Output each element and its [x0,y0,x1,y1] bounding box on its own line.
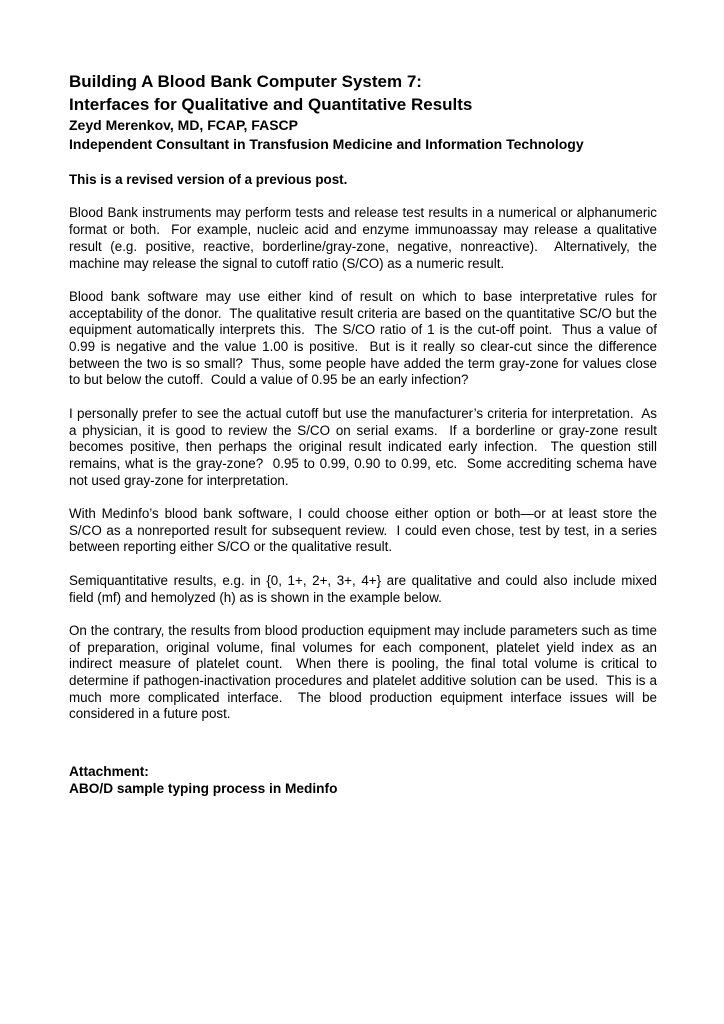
paragraph-instruments: Blood Bank instruments may perform tests and release test results in a numerical or alphanumeric format or both. For example, nucleic acid and enzyme immunoassay may release a qualitative result (e.g. positive, reactive, borderline/gray-zone, negative, nonreactive). Alternatively, the machine may release the signal to cutoff ratio (S/CO) as a numeric result. [69,205,661,271]
paragraph-medinfo-options: With Medinfo’s blood bank software, I could choose either option or both—or at least store the S/CO as a nonreported result for subsequent review. I could even chose, test by test, in a series between reporting either S/CO or the qualitative result. [69,506,661,555]
attachment-section [69,763,657,797]
document-title [69,70,657,116]
author-role: Independent Consultant in Transfusion Medicine and Information Technology [69,136,584,152]
author-name: Zeyd Merenkov, MD, FCAP, FASCP [69,117,298,133]
paragraph-personal-preference: I personally prefer to see the actual cutoff but use the manufacturer’s criteria for interpretation. As a physician, it is good to review the S/CO on serial exams. If a borderline or gray-zone result becomes positive, then perhaps the original result indicated early infection. The question still remains, what is the gray-zone? 0.95 to 0.99, 0.90 to 0.99, etc. Some accrediting schema have not used gray-zone for interpretation. [69,405,661,488]
paragraph-blood-production: On the contrary, the results from blood production equipment may include parameters such as time of preparation, original volume, final volumes for each component, platelet yield index as an indirect measure of platelet count. When there is pooling, the final total volume is critical to determine if pathogen-inactivation procedures and platelet additive solution can be used. This is a much more complicated interface. The blood production equipment interface issues will be considered in a future post. [69,622,661,722]
paragraph-software-rules: Blood bank software may use either kind of result on which to base interpretative rules for acceptability of the donor. The qualitative result criteria are based on the quantitative SC/O but the equipment automatically interprets this. The S/CO ratio of 1 is the cut-off point. Thus a value of 0.99 is negative and the value 1.00 is positive. But is it really so clear-cut since the difference between the two is so small? Thus, some people have added the term gray-zone for values close to but below the cutoff. Could a value of 0.95 be an early infection? [69,288,661,388]
title-line-2: Interfaces for Qualitative and Quantitative Results [69,95,473,114]
document-content [69,70,661,797]
paragraph-semiquantitative: Semiquantitative results, e.g. in {0, 1+, 2+, 3+, 4+} are qualitative and could also include mixed field (mf) and hemolyzed (h) as is shown in the example below. [69,572,661,605]
attachment-label: Attachment: [69,764,149,780]
attachment-title: ABO/D sample typing process in Medinfo [69,781,338,797]
title-line-1: Building A Blood Bank Computer System 7: [69,72,422,91]
revision-note: This is a revised version of a previous post. [69,172,348,187]
